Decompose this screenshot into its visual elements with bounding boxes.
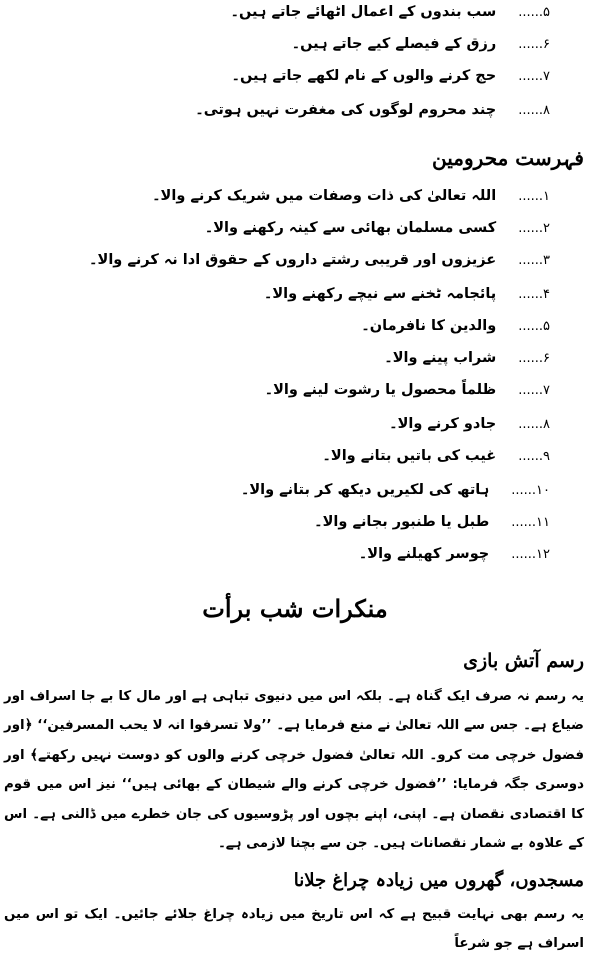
list-item — [230, 4, 550, 20]
list-number: ۲...... — [518, 221, 550, 236]
list-number: ۶...... — [518, 37, 550, 52]
list-item — [205, 220, 550, 236]
list-text: جادو کرنے والا۔ — [389, 416, 497, 432]
list-text: عزیزوں اور قریبی رشتے داروں کے حقوق ادا نہ کرنے والا۔ — [89, 252, 497, 268]
subsection-heading-fireworks: رسم آتش بازی — [463, 650, 584, 672]
list-item — [314, 514, 550, 530]
list-number: ۱...... — [518, 189, 550, 204]
paragraph-text: یہ رسم بھی نہایت قبیح ہے کہ اس تاریخ میں زیادہ چراغ جلائے جائیں۔ ایک تو اس میں اسراف ہے جو شرعاً — [4, 907, 584, 952]
list-number: ۷...... — [518, 383, 550, 398]
list-number: ۹...... — [518, 449, 550, 464]
list-item — [264, 286, 550, 302]
list-number: ۷...... — [518, 69, 550, 84]
list-text: حج کرنے والوں کے نام لکھے جاتے ہیں۔ — [231, 68, 497, 84]
list-item — [322, 448, 550, 464]
list-number: ۵...... — [518, 319, 550, 334]
list-text: والدین کا نافرمان۔ — [361, 318, 497, 334]
list-item — [389, 416, 550, 432]
list-number: ۱۰...... — [511, 483, 550, 498]
list-number: ۴...... — [518, 287, 550, 302]
list-item — [359, 546, 550, 562]
list-number: ۸...... — [518, 417, 550, 432]
list-text: ہاتھ کی لکیریں دیکھ کر بتانے والا۔ — [240, 482, 490, 498]
chapter-title: منکرات شب برأت — [202, 594, 388, 623]
list-item — [152, 188, 550, 204]
list-number: ۱۱...... — [511, 515, 550, 530]
list-item — [265, 382, 550, 398]
list-text: اللہ تعالیٰ کی ذات وصفات میں شریک کرنے والا۔ — [152, 188, 497, 204]
list-item — [232, 68, 551, 84]
list-item — [292, 36, 550, 52]
paragraph-fireworks — [4, 682, 584, 858]
list-item — [361, 318, 550, 334]
paragraph-lamps — [4, 900, 584, 952]
list-item — [241, 482, 550, 498]
section-heading: فہرست محرومین — [432, 146, 584, 170]
list-number: ۵...... — [518, 5, 550, 20]
list-number: ۸...... — [518, 103, 550, 118]
list-text: چند محروم لوگوں کی مغفرت نہیں ہوتی۔ — [195, 102, 497, 118]
list-number: ۱۲...... — [511, 547, 550, 562]
list-text: سب بندوں کے اعمال اٹھائے جاتے ہیں۔ — [230, 4, 497, 20]
list-text: چوسر کھیلنے والا۔ — [358, 546, 490, 562]
list-item — [89, 252, 550, 268]
list-item — [384, 350, 550, 366]
paragraph-text: یہ رسم نہ صرف ایک گناہ ہے۔ بلکہ اس میں دنیوی تباہی ہے اور مال کا بے جا اسراف اور ضیاع ہے۔ جس سے اللہ تعالیٰ نے منع فرمایا ہے۔ ’’ولا تسرفوا انہ لا یحب المسرفین‘‘ ﴿اور فضول خرچی مت کرو۔ اللہ تعالیٰ فضول خرچی کرنے والوں کو دوست نہیں رکھتے﴾ اور دوسری جگہ فرمایا: ’’فضول خرچی کرنے والے شیطان کے بھائی ہیں‘‘ نیز اس میں قوم کا اقتصادی نقصان ہے۔ اپنی، اپنے بچوں اور پڑوسیوں کی جان خطرے میں ڈالنی ہے۔ اس کے علاوہ بے شمار نقصانات ہیں۔ جن سے بچنا لازمی ہے۔ — [4, 689, 584, 852]
list-text: ظلماً محصول یا رشوت لینے والا۔ — [264, 382, 497, 398]
list-text: طبل یا طنبور بجانے والا۔ — [314, 514, 490, 530]
list-text: کسی مسلمان بھائی سے کینہ رکھنے والا۔ — [204, 220, 497, 236]
list-text: شراب پینے والا۔ — [384, 350, 497, 366]
subsection-heading-lamps: مسجدوں، گھروں میں زیادہ چراغ جلانا — [293, 870, 584, 891]
list-number: ۳...... — [518, 253, 550, 268]
list-text: رزق کے فیصلے کیے جاتے ہیں۔ — [291, 36, 497, 52]
list-number: ۶...... — [518, 351, 550, 366]
list-item — [195, 102, 550, 118]
list-text: غیب کی باتیں بتانے والا۔ — [322, 448, 497, 464]
list-text: پائجامہ ٹخنے سے نیچے رکھنے والا۔ — [263, 286, 497, 302]
